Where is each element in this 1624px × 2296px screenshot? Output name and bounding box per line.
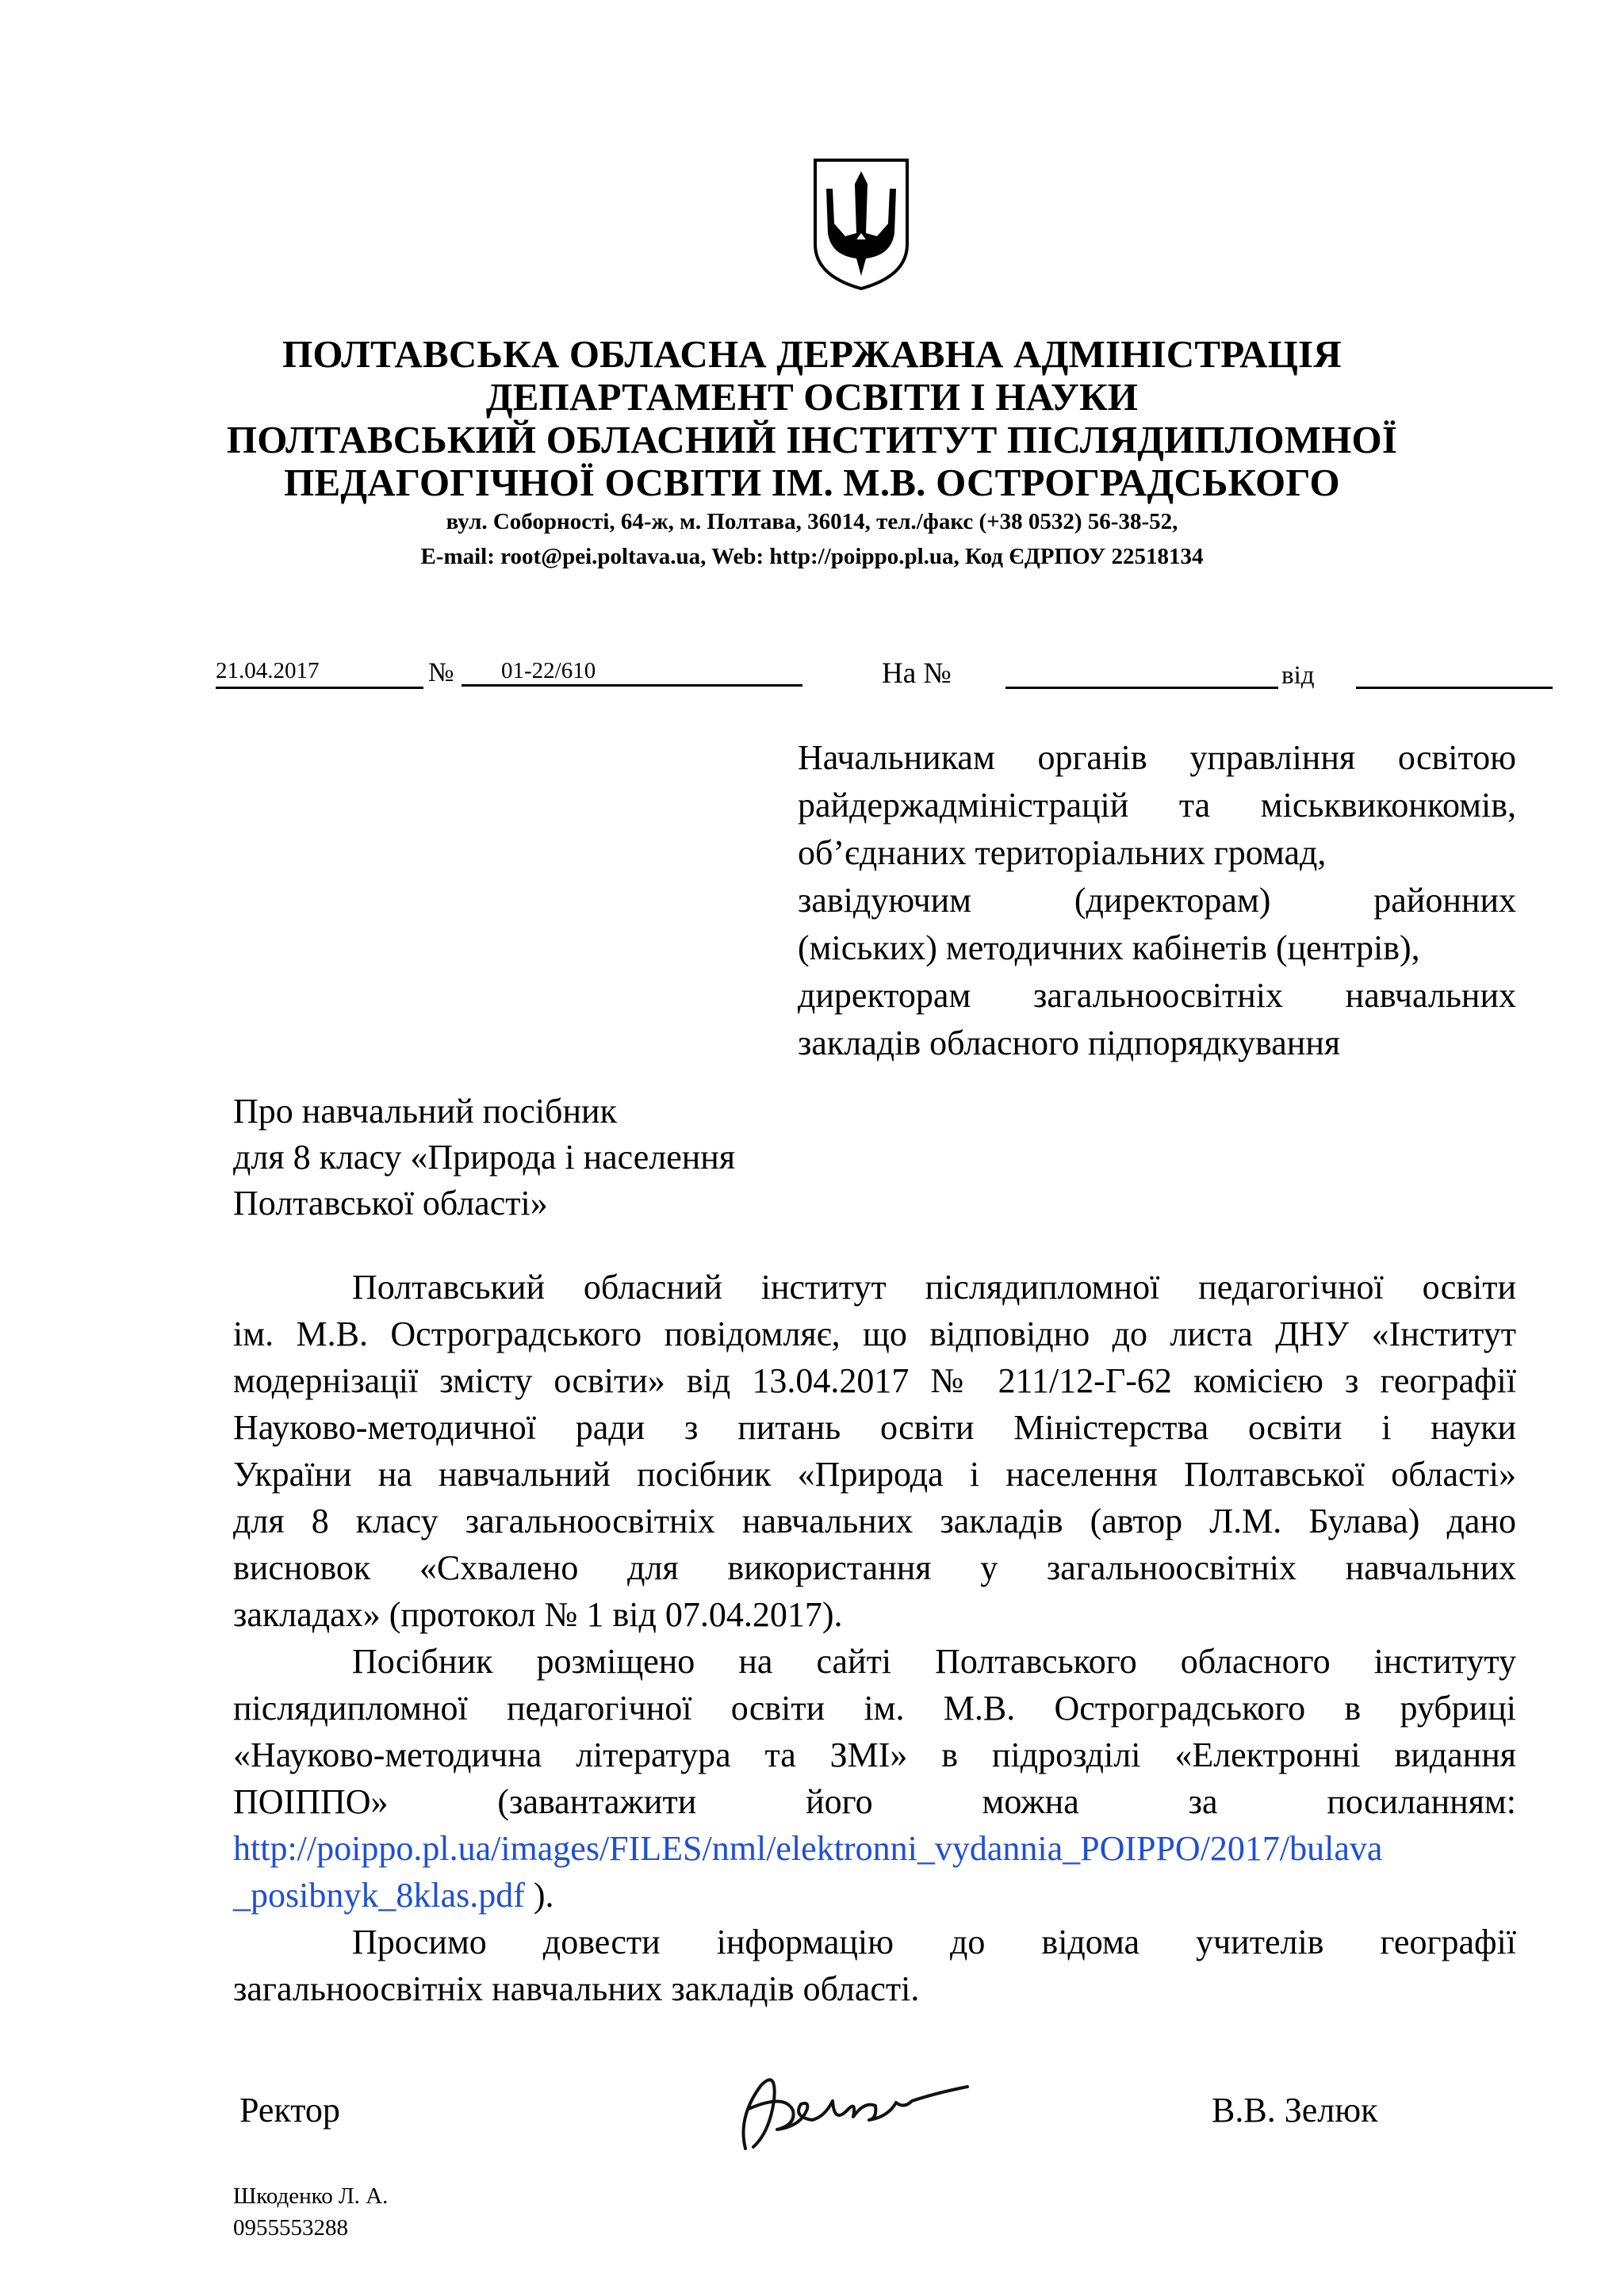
header-address: вул. Соборності, 64-ж, м. Полтава, 36014, тел./факс (+38 0532) 56-38-52, <box>446 509 1178 534</box>
from-label: від <box>1281 661 1315 690</box>
body-line: Науково-методичної ради з питань освіти Міністерства освіти і науки <box>233 1408 1516 1447</box>
body-line: Просимо довести інформацію до відома учителів географії <box>352 1923 1516 1961</box>
from-date-blank <box>1356 658 1553 689</box>
body-line: ім. М.В. Остроградського повідомляє, що відповідно до листа ДНУ «Інститут <box>233 1314 1516 1353</box>
executor-name: Шкоденко Л. А. <box>233 2183 389 2209</box>
handwritten-signature-icon <box>714 2053 983 2164</box>
body-line: ПОІППО» (завантажити його можна за посиланням: <box>233 1782 1516 1821</box>
link-closing: ). <box>524 1876 554 1915</box>
body-line: висновок «Схвалено для використання у загальноосвітніх навчальних <box>233 1548 1516 1587</box>
trident-coat-of-arms-icon <box>810 157 912 292</box>
outgoing-number: 01-22/610 <box>462 658 802 687</box>
addressee-line: закладів обласного підпорядкування <box>798 1024 1341 1062</box>
header-contacts: E-mail: root@pei.poltava.ua, Web: http://poippo.pl.ua, Код ЄДРПОУ 22518134 <box>420 544 1204 569</box>
addressee-line: райдержадміністрацій та міськвиконкомів, <box>798 786 1516 825</box>
body-line: післядипломної педагогічної освіти ім. М.В. Остроградського в рубриці <box>233 1689 1516 1728</box>
body-line: для 8 класу загальноосвітніх навчальних закладів (автор Л.М. Булава) дано <box>233 1502 1516 1540</box>
number-label: № <box>428 658 454 687</box>
header-line-institute-name: ПЕДАГОГІЧНОЇ ОСВІТИ ІМ. М.В. ОСТРОГРАДСЬКОГО <box>284 461 1340 504</box>
addressee-line: Начальникам органів управління освітою <box>798 738 1516 777</box>
subject-line: Полтавської області» <box>233 1184 548 1223</box>
executor-phone: 0955553288 <box>233 2215 348 2241</box>
header-line-administration: ПОЛТАВСЬКА ОБЛАСНА ДЕРЖАВНА АДМІНІСТРАЦІЯ <box>282 332 1342 376</box>
download-link-part2[interactable]: _posibnyk_8klas.pdf <box>233 1876 525 1915</box>
addressee-line: об’єднаних територіальних громад, <box>798 833 1327 872</box>
body-line: загальноосвітніх навчальних закладів області. <box>233 1969 920 2008</box>
addressee-line: (міських) методичних кабінетів (центрів), <box>798 928 1420 967</box>
addressee-line: завідуючим (директорам) районних <box>798 881 1516 920</box>
reply-label: На № <box>882 657 952 690</box>
body-line: України на навчальний посібник «Природа і населення Полтавської області» <box>233 1455 1516 1494</box>
body-line: Полтавський обласний інститут післядипломної педагогічної освіти <box>352 1268 1516 1307</box>
body-line: «Науково-методична література та ЗМІ» в підрозділі «Електронні видання <box>233 1735 1516 1774</box>
body-line: модернізації змісту освіти» від 13.04.2017 № 211/12-Г-62 комісією з географії <box>233 1361 1516 1400</box>
header-line-department: ДЕПАРТАМЕНТ ОСВІТИ І НАУКИ <box>485 375 1139 419</box>
signature-name: В.В. Зелюк <box>1212 2091 1378 2130</box>
signature-position: Ректор <box>239 2091 340 2130</box>
subject-line: для 8 класу «Природа і населення <box>233 1138 736 1177</box>
download-link-part1[interactable]: http://poippo.pl.ua/images/FILES/nml/elektronni_vydannia_POIPPO/2017/bulava <box>233 1829 1383 1868</box>
body-line: закладах» (протокол № 1 від 07.04.2017). <box>233 1595 843 1634</box>
addressee-line: директорам загальноосвітніх навчальних <box>798 976 1516 1015</box>
outgoing-date: 21.04.2017 <box>216 658 423 689</box>
header-line-institute: ПОЛТАВСЬКИЙ ОБЛАСНИЙ ІНСТИТУТ ПІСЛЯДИПЛОМНОЇ <box>226 418 1398 461</box>
body-line: Посібник розміщено на сайті Полтавського обласного інституту <box>352 1642 1516 1681</box>
subject-line: Про навчальний посібник <box>233 1092 617 1131</box>
reply-number-blank <box>1005 658 1278 689</box>
